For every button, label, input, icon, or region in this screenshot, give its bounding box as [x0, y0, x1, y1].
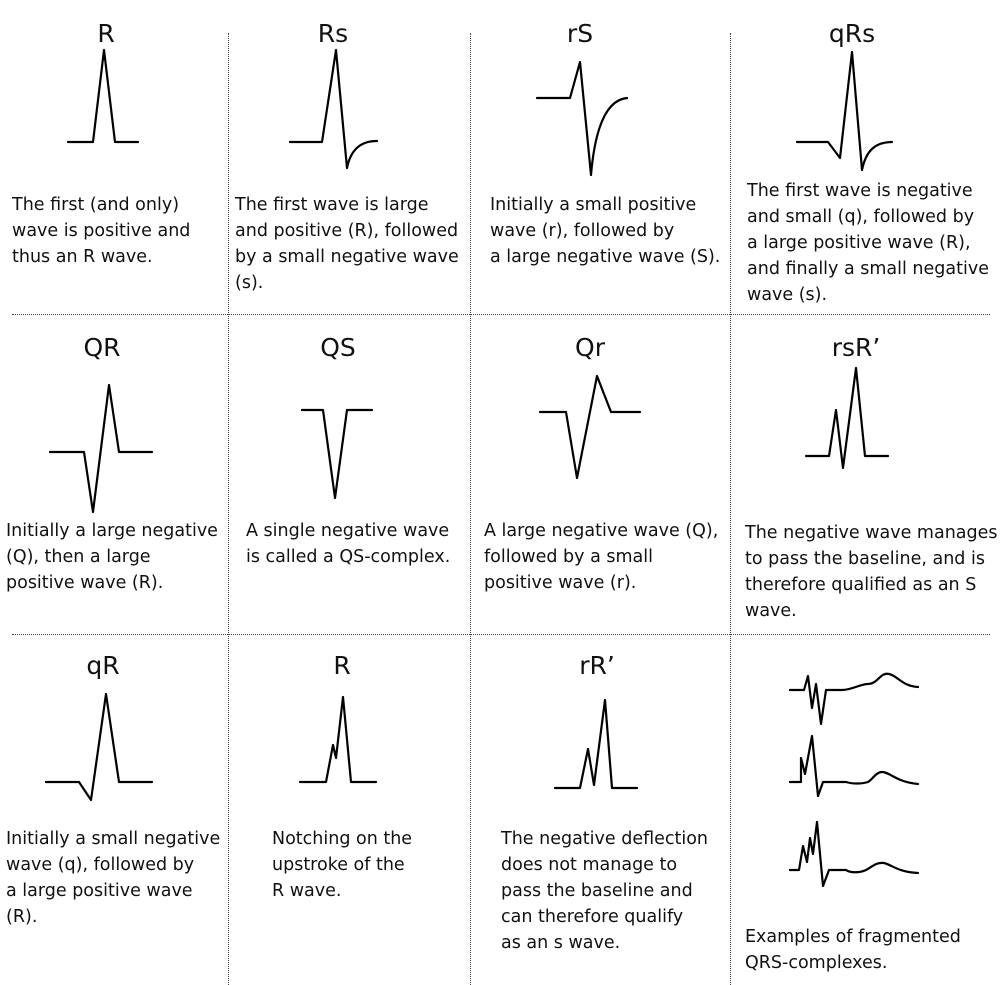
- cell-desc-rS: Initially a small positive wave (r), followed by a large negative wave (S).: [490, 195, 721, 267]
- waveform-frag-2: [790, 736, 918, 796]
- waveform-QR: [50, 385, 152, 512]
- waveform-frag-1: [790, 674, 918, 724]
- waveform-rs: [290, 50, 377, 168]
- cell-desc-qR: Initially a small negative wave (q), followed by a large positive wave (R).: [6, 829, 221, 927]
- waveform-rsR: [806, 368, 888, 468]
- cell-title-r: R: [97, 19, 115, 48]
- waveform-qR: [46, 694, 152, 800]
- waveform-Qr: [540, 376, 640, 478]
- cell-title-rs: Rs: [317, 19, 349, 48]
- cell-title-qRs: qRs: [828, 19, 876, 48]
- cell-title-qR: qR: [86, 651, 120, 680]
- cell-desc-rs: The first wave is large and positive (R), followed by a small negative wave (s).: [235, 195, 459, 293]
- cell-desc-rR: The negative deflection does not manage to pass the baseline and can therefore qualify as an s wave.: [501, 829, 709, 953]
- cell-desc-rsR: The negative wave manages to pass the baseline, and is therefore qualified as an S wave.: [745, 523, 998, 621]
- cell-desc-QS: A single negative wave is called a QS-complex.: [246, 521, 451, 567]
- waveform-frag-3: [790, 822, 918, 886]
- cell-title-QR: QR: [83, 333, 121, 362]
- cell-desc-frag: Examples of fragmented QRS-complexes.: [745, 927, 961, 973]
- waveform-Rnotch: [300, 697, 376, 782]
- cell-title-rS: rS: [566, 19, 594, 48]
- cell-title-QS: QS: [320, 333, 356, 362]
- waveform-qRs: [797, 52, 892, 170]
- cell-title-rR: rR’: [579, 651, 615, 680]
- cell-title-rsR: rsR’: [831, 333, 881, 362]
- cell-desc-qRs: The first wave is negative and small (q), followed by a large positive wave (R), and finally a small negative wave (s).: [747, 181, 989, 305]
- cell-title-Qr: Qr: [575, 333, 605, 362]
- cell-desc-Rnotch: Notching on the upstroke of the R wave.: [272, 829, 413, 901]
- waveform-r: [68, 50, 138, 142]
- cell-desc-r: The first (and only) wave is positive and thus an R wave.: [12, 195, 191, 267]
- waveform-QS: [302, 410, 372, 498]
- cell-desc-QR: Initially a large negative (Q), then a large positive wave (R).: [6, 521, 218, 593]
- waveform-rR: [555, 700, 637, 788]
- cell-title-Rnotch: R: [333, 651, 351, 680]
- cell-desc-Qr: A large negative wave (Q), followed by a small positive wave (r).: [484, 521, 719, 593]
- waveform-rS: [537, 62, 627, 175]
